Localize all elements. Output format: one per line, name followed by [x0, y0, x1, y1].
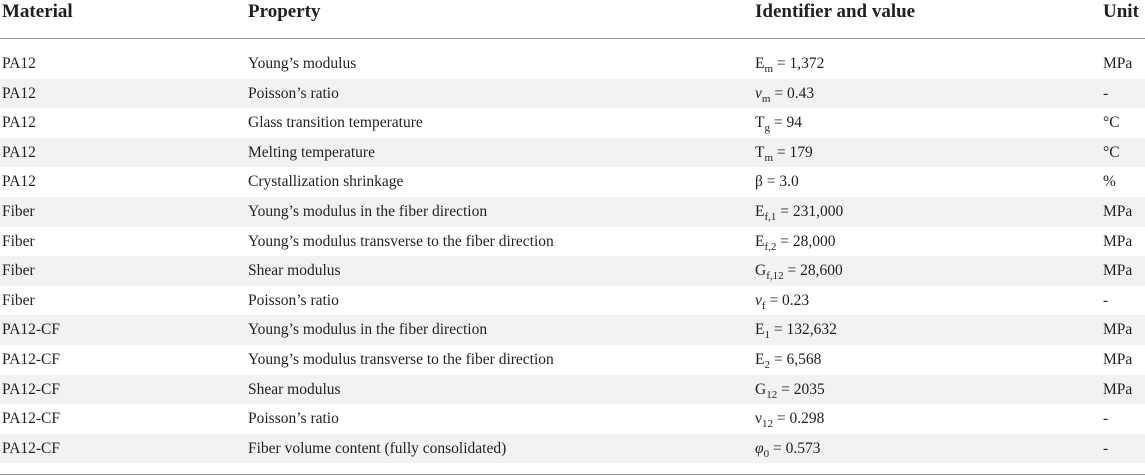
- cell-unit: -: [1103, 291, 1109, 309]
- cell-unit: -: [1103, 84, 1109, 102]
- value-subscript: f,2: [764, 240, 777, 253]
- value-symbol: G: [755, 380, 767, 398]
- table-row: [0, 79, 1145, 109]
- table-row: [0, 256, 1145, 286]
- cell-property: Fiber volume content (fully consolidated): [248, 439, 507, 457]
- cell-property: Melting temperature: [248, 143, 375, 161]
- value-symbol: E: [755, 232, 765, 250]
- value-number: = 0.573: [772, 439, 821, 457]
- cell-material: PA12: [2, 84, 36, 102]
- cell-property: Young’s modulus transverse to the fiber direction: [248, 351, 554, 368]
- header-material: Material: [2, 1, 73, 22]
- value-symbol: E: [755, 321, 765, 339]
- cell-material: Fiber: [2, 291, 35, 309]
- cell-identifier-value: [755, 291, 809, 312]
- value-symbol: φ: [755, 439, 764, 457]
- cell-identifier-value: [755, 113, 802, 134]
- table-row: [0, 286, 1145, 316]
- cell-identifier-value: [755, 350, 821, 371]
- cell-unit: %: [1103, 173, 1116, 191]
- value-number: = 1,372: [776, 55, 825, 72]
- cell-property: Crystallization shrinkage: [248, 173, 404, 191]
- table-row: [0, 375, 1145, 405]
- cell-material: PA12-CF: [2, 439, 61, 457]
- value-subscript: g: [764, 122, 770, 135]
- header-property: Property: [248, 1, 321, 22]
- value-subscript: m: [761, 92, 771, 105]
- cell-property: Young’s modulus in the fiber direction: [248, 203, 488, 220]
- table-header-row: [0, 0, 1145, 39]
- cell-property: Shear modulus: [248, 380, 341, 398]
- cell-unit: MPa: [1103, 55, 1133, 72]
- value-symbol: T: [755, 114, 765, 132]
- table-row: [0, 434, 1145, 464]
- value-subscript: m: [764, 151, 774, 164]
- value-number: = 0.298: [776, 410, 825, 428]
- value-number: = 28,600: [787, 262, 843, 280]
- cell-unit: MPa: [1103, 203, 1133, 220]
- cell-material: Fiber: [2, 232, 35, 250]
- cell-unit: MPa: [1103, 232, 1133, 250]
- cell-material: PA12: [2, 173, 36, 191]
- cell-unit: MPa: [1103, 351, 1133, 368]
- cell-material: PA12: [2, 143, 36, 161]
- cell-identifier-value: [755, 202, 843, 223]
- cell-property: Young’s modulus: [248, 55, 357, 72]
- value-subscript: 1: [764, 329, 770, 342]
- cell-unit: MPa: [1103, 321, 1133, 339]
- header-identifier: Identifier and value: [755, 1, 916, 22]
- value-subscript: 12: [762, 418, 774, 431]
- cell-property: Shear modulus: [248, 262, 341, 280]
- value-symbol: G: [755, 262, 767, 280]
- value-symbol: T: [755, 143, 765, 161]
- value-subscript: f,12: [766, 270, 784, 283]
- table-row: [0, 108, 1145, 138]
- cell-identifier-value: [755, 172, 799, 193]
- value-symbol: E: [755, 203, 765, 220]
- cell-property: Glass transition temperature: [248, 114, 423, 132]
- header-unit: Unit: [1103, 1, 1139, 22]
- cell-identifier-value: [755, 143, 813, 164]
- cell-material: PA12-CF: [2, 321, 61, 339]
- cell-material: Fiber: [2, 203, 35, 220]
- cell-property: Poisson’s ratio: [248, 291, 339, 309]
- value-symbol: ν: [755, 84, 762, 102]
- cell-identifier-value: [755, 439, 820, 460]
- value-number: = 231,000: [780, 203, 844, 220]
- cell-unit: -: [1103, 410, 1109, 428]
- table-row: [0, 345, 1145, 375]
- cell-identifier-value: [755, 54, 824, 75]
- value-number: = 179: [776, 143, 813, 161]
- value-number: = 0.43: [774, 84, 815, 102]
- value-subscript: f: [761, 299, 766, 312]
- table-row: [0, 404, 1145, 434]
- cell-identifier-value: [755, 261, 843, 282]
- value-subscript: 2: [764, 359, 770, 371]
- cell-property: Young’s modulus in the fiber direction: [248, 321, 488, 339]
- value-number: = 0.23: [769, 291, 810, 309]
- value-number: = 94: [773, 114, 802, 132]
- cell-identifier-value: [755, 84, 814, 105]
- value-symbol: ν: [755, 291, 762, 309]
- cell-material: PA12-CF: [2, 351, 61, 368]
- table-row: [0, 138, 1145, 168]
- value-subscript: 0: [763, 447, 770, 460]
- cell-material: PA12: [2, 55, 36, 72]
- value-number: = 2035: [781, 380, 825, 398]
- cell-material: Fiber: [2, 262, 35, 280]
- cell-identifier-value: [755, 380, 825, 401]
- table-row: [0, 167, 1145, 197]
- cell-material: PA12: [2, 114, 36, 132]
- cell-identifier-value: [755, 409, 824, 430]
- value-subscript: 12: [766, 388, 778, 401]
- value-number: = 3.0: [766, 173, 799, 191]
- cell-property: Poisson’s ratio: [248, 410, 339, 428]
- value-symbol: E: [755, 351, 765, 368]
- cell-unit: -: [1103, 439, 1109, 457]
- cell-material: PA12-CF: [2, 410, 61, 428]
- cell-identifier-value: [755, 320, 837, 341]
- table-row: [0, 227, 1145, 257]
- cell-material: PA12-CF: [2, 380, 61, 398]
- value-subscript: f,1: [764, 211, 777, 223]
- value-subscript: m: [764, 63, 774, 75]
- value-number: = 28,000: [780, 232, 836, 250]
- value-number: = 6,568: [773, 351, 822, 368]
- cell-identifier-value: [755, 232, 836, 253]
- cell-unit: MPa: [1103, 262, 1133, 280]
- cell-unit: MPa: [1103, 380, 1133, 398]
- value-symbol: β: [755, 173, 763, 191]
- table-row: [0, 197, 1145, 227]
- table-row: [0, 49, 1145, 79]
- table-row: [0, 315, 1145, 345]
- cell-property: Young’s modulus transverse to the fiber direction: [248, 232, 554, 250]
- cell-property: Poisson’s ratio: [248, 84, 339, 102]
- cell-unit: °C: [1103, 143, 1120, 161]
- value-number: = 132,632: [773, 321, 837, 339]
- cell-unit: °C: [1103, 114, 1120, 132]
- value-symbol: E: [755, 55, 765, 72]
- value-symbol: ν: [755, 410, 763, 428]
- table-bottom-rule: [0, 474, 1145, 475]
